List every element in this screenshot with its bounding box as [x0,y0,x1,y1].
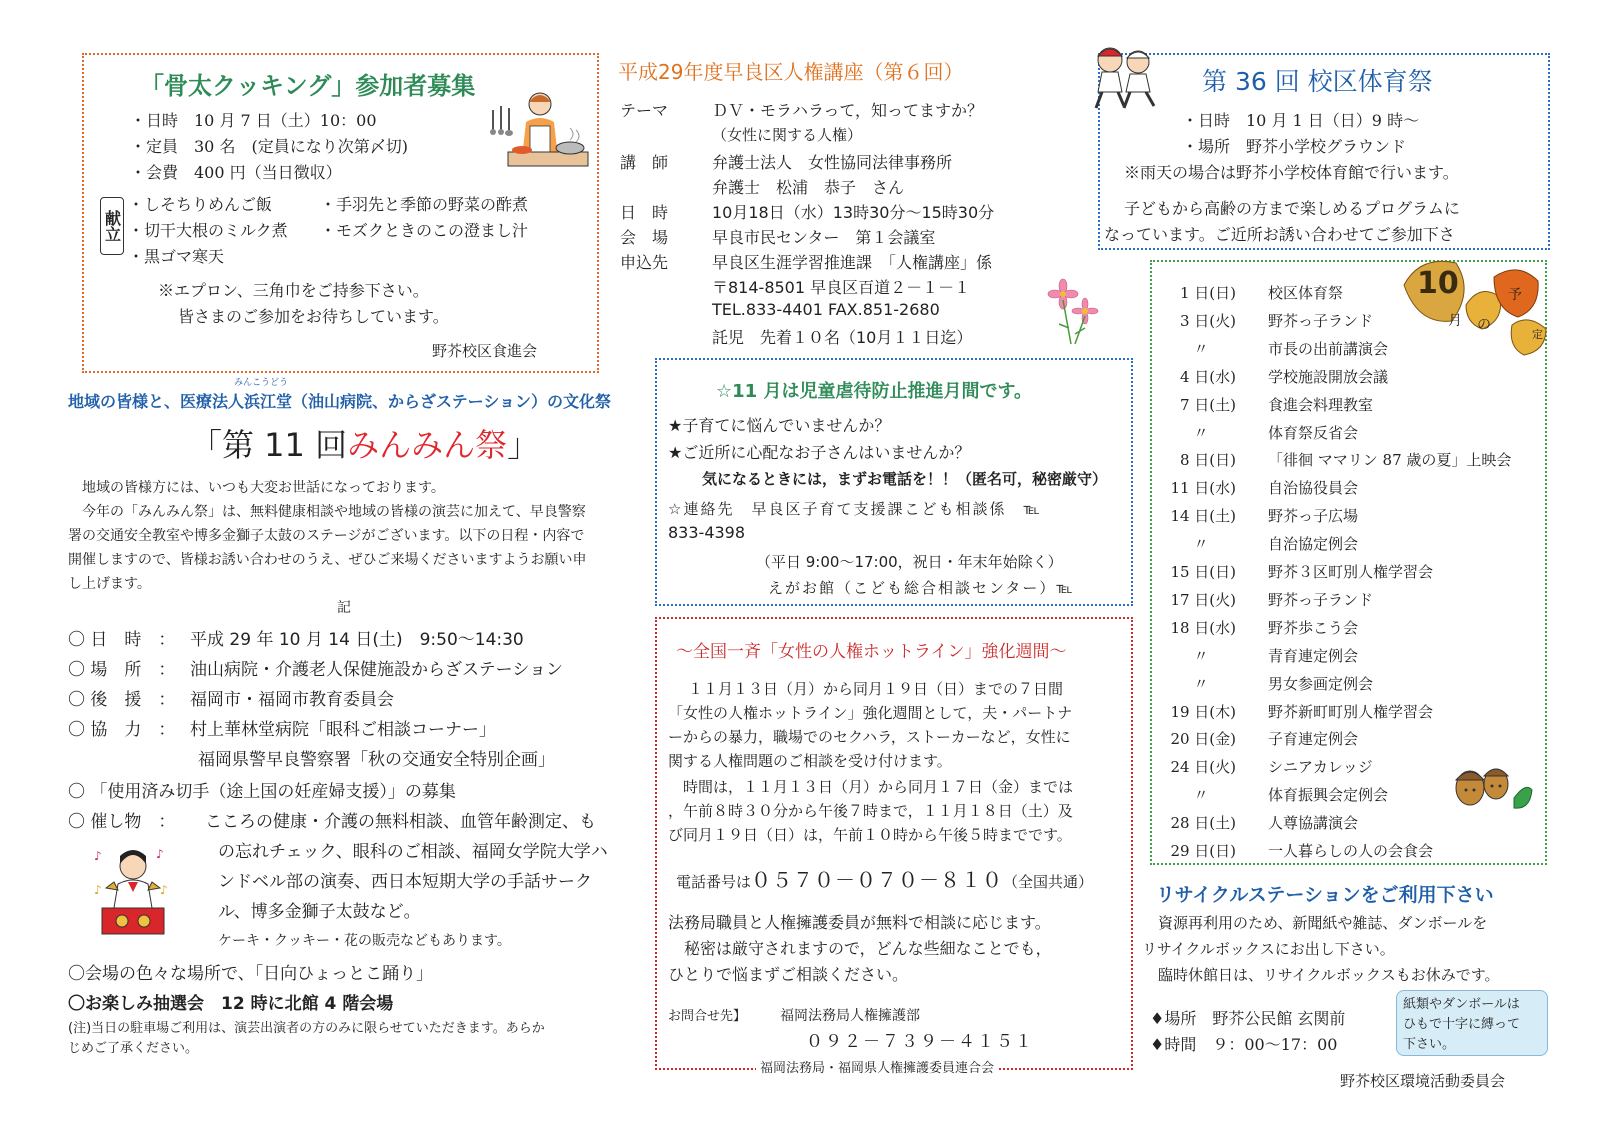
menu-item: ・手羽先と季節の野菜の酢煮 [320,195,529,214]
schedule-badge-char: の [1477,317,1491,333]
schedule-event: 食進会料理教室 [1268,395,1374,414]
schedule-event: 人尊協講演会 [1268,814,1359,833]
minmin-sales: ケーキ・クッキー・花の販売などもあります。 [218,933,511,949]
hotline-inquiry-label: お問合せ先】 [668,1009,747,1024]
schedule-day: 7 日(土) [1179,395,1236,414]
schedule-day: 1 日(日) [1179,284,1236,302]
minmin-intro: 地域の皆様方には、いつも大変お世話になっております。 [82,480,445,496]
schedule-event: 自治協定例会 [1268,535,1359,554]
svg-text:♪: ♪ [156,847,164,861]
minmin-cooperation2: 福岡県警早良警察署「秋の交通安全特別企画」 [198,750,555,770]
schedule-event: 体育振興会定例会 [1268,786,1389,805]
minmin-event-line: ンドベル部の演奏、西日本短期大学の手話サーク [218,872,592,892]
recycle-signature: 野芥校区環境活動委員会 [1340,1072,1506,1090]
cooking-signature: 野芥校区食進会 [432,342,538,360]
handbell-illustration [92,842,174,938]
schedule-event: 自治協役員会 [1268,479,1359,498]
hr-label: 日 時 [620,203,669,222]
recycle-note-line: 下さい。 [1403,1037,1456,1052]
cooking-illustration [488,88,596,180]
minmin-title-prefix: 「第 11 回 [190,426,348,464]
schedule-event: 市長の出前講演会 [1268,339,1389,358]
minmin-title-suffix: 」 [507,426,540,464]
menu-label-text: 献立 [102,210,122,242]
recycle-note-line: 紙類やダンボールは [1403,997,1520,1012]
hotline-body: ーからの暴力，職場でのセクハラ，ストーカーなど，女性に [668,728,1071,746]
schedule-day: 〃 [1193,535,1209,554]
cooking-title: 「骨太クッキング」参加者募集 [140,72,476,100]
svg-text:♪: ♪ [94,849,102,863]
recycle-body: リサイクルボックスにお出し下さい。 [1142,940,1395,958]
minmin-title-main: みんみん祭 [347,426,508,464]
schedule-day: 〃 [1193,674,1209,693]
schedule-day: 29 日(日) [1170,842,1236,860]
hotline-inquiry-phone: ０９２－７３９－４１５１ [806,1032,1034,1052]
minmin-ruby: みんこうどう [234,378,289,388]
minmin-row-label: 〇 協 力 ： [68,720,176,740]
schedule-event: 「徘徊 ママリン 87 歳の夏」上映会 [1268,451,1512,470]
minmin-row-label: 〇 場 所 ： [68,660,176,680]
schedule-event: 野芥新町町別人権学習会 [1268,702,1434,721]
minmin-event-line: の忘れチェック、眼科のご相談、福岡女学院大学ハ [218,842,608,862]
schedule-badge-char: 予 [1508,287,1522,303]
hr-value: 弁護士 松浦 恭子 さん [712,178,905,197]
child-abuse-phone: 833-4398 [668,523,746,542]
flower-illustration [1045,278,1103,348]
hotline-phone: ０５７０－０７０－８１０ [751,868,1004,892]
hotline-consult: 秘密は厳守されますので，どんな些細なことでも， [668,939,1052,958]
schedule-event: 子育連定例会 [1268,730,1359,749]
hr-label: 申込先 [620,253,669,272]
recycle-place: ♦場所 野芥公民館 玄関前 [1150,1009,1346,1028]
hotline-consult: ひとりで悩まずご相談ください。 [668,965,909,984]
svg-text:♪: ♪ [160,883,168,897]
sports-desc: なっています。ご近所お誘い合わせてご参加下さ [1104,225,1455,244]
minmin-row-label: 〇 日 時 ： [68,630,176,650]
schedule-day: 〃 [1193,339,1209,358]
cooking-note: 皆さまのご参加をお待ちしています。 [178,307,449,326]
hr-value: ＤＶ・モラハラって，知ってますか？ [712,101,984,120]
schedule-event: 野芥３区町別人権学習会 [1268,563,1434,581]
minmin-row-value: 油山病院・介護老人保健施設からざステーション [190,660,563,680]
minmin-title [190,420,539,466]
child-abuse-q2: ★ご近所に心配なお子さんはいませんか？ [668,443,971,462]
cooking-date: ・日時 10 月 7 日（土）10：00 [130,111,377,130]
schedule-day: 15 日(日) [1170,563,1236,581]
hotline-phone-note: （全国共通） [1003,873,1094,891]
menu-label [100,197,124,255]
child-abuse-q1: ★子育てに悩んでいませんか？ [668,416,891,435]
minmin-event-line: こころの健康・介護の無料相談、血管年齢測定、も [205,812,596,832]
menu-item: ・切干大根のミルク煮 [128,221,288,240]
minmin-events-label: 〇 催し物 ： [68,812,176,832]
minmin-lottery: 〇お楽しみ抽選会 12 時に北館 4 階会場 [68,994,394,1014]
acorn-illustration [1452,752,1534,816]
hotline-body: 時間は，１１月１３日（月）から同月１７日（金）までは [668,778,1074,796]
schedule-event: 校区体育祭 [1268,284,1344,302]
sports-place: ・場所 野芥小学校グラウンド [1182,137,1407,156]
minmin-note: (注)当日の駐車場ご利用は、演芸出演者の方のみに限らせていただきます。あらか [68,1021,545,1036]
runners-illustration [1084,40,1164,112]
schedule-day: 17 日(火) [1170,590,1236,609]
hotline-phone-row [676,864,1093,893]
minmin-intro: 今年の「みんみん祭」は、無料健康相談や地域の皆様の演芸に加えて、早良警察 [82,504,586,520]
hr-value: 〒814-8501 早良区百道２－１－１ [712,278,971,297]
hr-value: 託児 先着１０名（10月１１日迄） [712,328,973,347]
hr-value: 弁護士法人 女性協同法律事務所 [712,153,953,172]
hotline-body: び同月１９日（日）は，午前１０時から午後５時までです。 [668,826,1072,844]
recycle-title: リサイクルステーションをご利用下さい [1156,884,1494,906]
schedule-event: 体育祭反省会 [1268,423,1359,442]
minmin-row-value: 平成 29 年 10 月 14 日(土) 9:50～14:30 [190,630,524,650]
schedule-day: 20 日(金) [1170,730,1236,749]
minmin-header: 地域の皆様と、医療法人浜江堂（油山病院、からざステーション）の文化祭 [68,392,612,411]
schedule-event: 野芥っ子ランド [1268,311,1374,330]
minmin-note: じめご了承ください。 [68,1041,199,1056]
hotline-inquiry-org: 福岡法務局人権擁護部 [780,1008,920,1024]
schedule-event: 一人暮らしの人の会食会 [1268,842,1434,860]
hotline-consult: 法務局職員と人権擁護委員が無料で相談に応じます。 [668,913,1051,932]
schedule-event: シニアカレッジ [1268,758,1373,777]
hr-label: 講 師 [620,153,669,172]
child-abuse-hours: （平日 9:00～17:00，祝日・年末年始除く） [756,553,1063,571]
child-abuse-center: えがお館（こども総合相談センター）℡ [768,579,1075,597]
minmin-row-value: 福岡市・福岡市教育委員会 [190,690,394,710]
schedule-event: 男女参画定例会 [1268,674,1374,693]
schedule-day: 8 日(日) [1179,451,1236,470]
schedule-day: 3 日(火) [1179,311,1236,330]
minmin-row-value: 村上華林堂病院「眼科ご相談コーナー」 [190,720,496,740]
recycle-body: 資源再利用のため、新聞紙や雑誌、ダンボールを [1158,914,1488,932]
hotline-title: ～全国一斉「女性の人権ホットライン」強化週間～ [676,642,1067,662]
schedule-day: 〃 [1193,646,1209,665]
minmin-intro: し上げます。 [68,576,151,592]
menu-item: ・モズクときのこの澄まし汁 [320,221,529,240]
schedule-event: 野芥っ子ランド [1268,590,1374,609]
minmin-ki: 記 [337,600,351,616]
minmin-stamps: 〇 「使用済み切手（途上国の妊産婦支援）」の募集 [68,782,456,802]
minmin-intro: 開催しますので、皆様お誘い合わせのうえ、ぜひご来場くださいますようお願い申 [68,552,587,568]
child-abuse-contact: ☆連絡先 早良区子育て支援課こども相談係 ℡ [668,500,1042,518]
schedule-day: 24 日(火) [1170,758,1236,777]
recycle-time: ♦時間 ９：00～17：00 [1150,1035,1338,1054]
child-abuse-title: ☆11 月は児童虐待防止推進月間です。 [716,381,1033,402]
recycle-note-line: ひもで十字に縛って [1403,1017,1521,1032]
hotline-body: 関する人権問題のご相談を受け付けます。 [668,752,952,770]
hr-value: 10月18日（水）13時30分～15時30分 [712,203,995,222]
hotline-phone-label: 電話番号は [676,873,752,891]
human-rights-title: 平成29年度早良区人権講座（第６回） [618,60,964,84]
schedule-day: 4 日(水) [1179,367,1236,386]
schedule-event: 野芥歩こう会 [1268,618,1359,637]
hr-value: 早良区生涯学習推進課 「人権講座」係 [712,253,993,272]
minmin-dance: 〇会場の色々な場所で、「日向ひょっとこ踊り」 [68,964,434,984]
minmin-event-line: ル、博多金獅子太鼓など。 [218,902,421,922]
hotline-body: ，午前８時３０分から午後７時まで，１１月１８日（土）及 [668,802,1073,820]
schedule-day: 18 日(水) [1170,618,1236,637]
menu-item: ・黒ゴマ寒天 [128,247,225,266]
hr-label: テーマ [620,101,669,120]
minmin-row-label: 〇 後 援 ： [68,690,176,710]
hr-value: （女性に関する人権） [712,126,863,144]
schedule-day: 19 日(木) [1170,702,1236,721]
svg-text:♪: ♪ [94,883,102,897]
schedule-badge-char: 月 [1448,313,1462,329]
sports-date: ・日時 10 月 1 日（日）9 時～ [1182,111,1420,130]
recycle-note-box [1396,990,1548,1056]
hotline-footer: 福岡法務局・福岡県人権擁護委員連合会 [756,1057,998,1076]
minmin-intro: 署の交通安全教室や博多金獅子太鼓のステージがございます。以下の日程・内容で [68,528,585,544]
schedule-event: 青育連定例会 [1268,646,1359,665]
schedule-event: 学校施設開放会議 [1268,367,1389,386]
hr-label: 会 場 [620,228,669,247]
sports-desc: 子どもから高齢の方まで楽しめるプログラムに [1124,199,1460,218]
cooking-capacity: ・定員 30 名 (定員になり次第〆切) [130,137,408,156]
hotline-body: １１月１３日（月）から同月１９日（日）までの７日間 [688,680,1064,698]
sports-title: 第 36 回 校区体育祭 [1202,67,1433,96]
schedule-day: 〃 [1193,423,1209,442]
menu-item: ・しそちりめんご飯 [128,195,273,214]
schedule-day: 11 日(水) [1170,479,1236,498]
child-abuse-call: 気になるときには，まずお電話を！！（匿名可，秘密厳守） [702,470,1108,488]
schedule-event: 野芥っ子広場 [1268,507,1359,526]
schedule-badge-char: 定 [1532,328,1543,341]
cooking-fee: ・会費 400 円（当日徴収） [130,163,342,182]
hotline-body: 「女性の人権ホットライン」強化週間として，夫・パートナ [668,704,1073,722]
hr-value: 早良市民センター 第１会議室 [712,228,936,247]
schedule-day: 14 日(土) [1170,507,1236,526]
cooking-note: ※エプロン、三角巾をご持参下さい。 [158,281,429,300]
sports-rain: ※雨天の場合は野芥小学校体育館で行います。 [1124,163,1459,182]
schedule-day: 〃 [1193,786,1209,805]
hr-value: TEL.833-4401 FAX.851-2680 [712,300,940,319]
schedule-day: 28 日(土) [1170,814,1236,833]
schedule-badge-num: 10 [1417,266,1459,301]
recycle-body: 臨時休館日は、リサイクルボックスもお休みです。 [1158,966,1500,984]
